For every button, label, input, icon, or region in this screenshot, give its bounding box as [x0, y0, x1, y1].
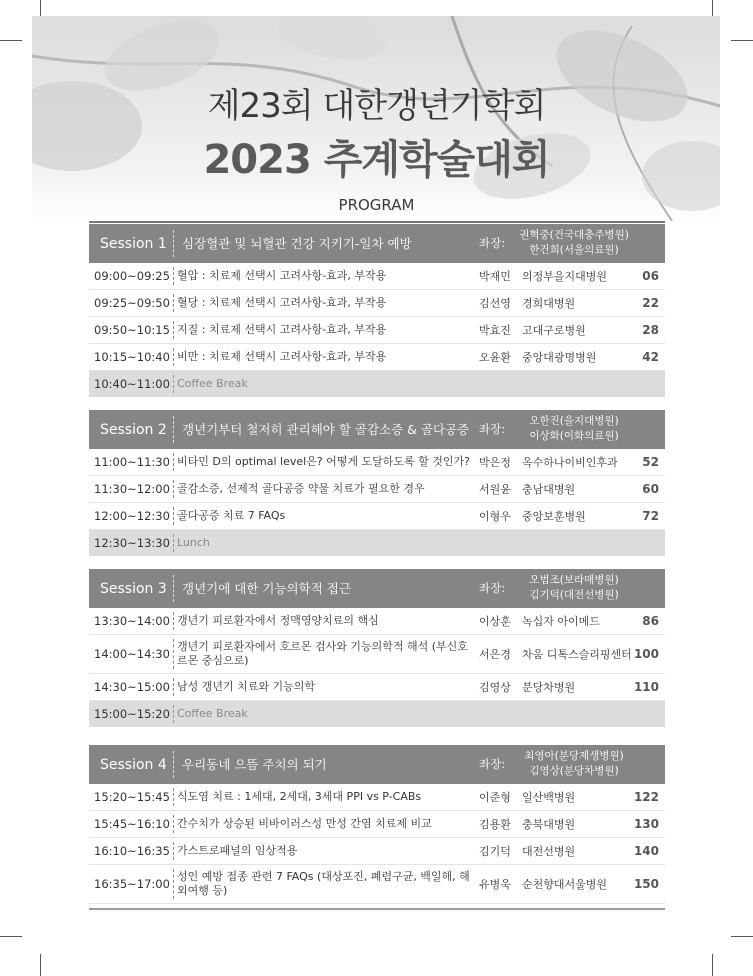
table-row	[89, 784, 665, 811]
row-page-number: 86	[642, 614, 659, 628]
chair-name: 오범조(보라매병원)	[529, 574, 619, 586]
row-time: 11:00~11:30	[94, 455, 170, 469]
row-page-number: 42	[642, 350, 659, 364]
table-row	[89, 344, 665, 371]
table-row	[89, 838, 665, 865]
session-block	[89, 224, 665, 397]
row-time: 15:45~16:10	[94, 817, 170, 831]
row-page-number: 06	[642, 269, 659, 283]
session-block	[89, 569, 665, 727]
chair-name: 권혁중(건국대충주병원)	[519, 229, 629, 241]
session-divider	[173, 751, 174, 778]
row-affiliation: 중앙보훈병원	[522, 510, 586, 523]
session-title: 갱년기부터 철저히 관리해야 할 골감소증 & 골다공증	[182, 422, 470, 437]
row-topic: 비타민 D의 optimal level은? 어떻게 도달하도록 할 것인가?	[177, 455, 471, 468]
break-row	[89, 701, 665, 727]
row-affiliation: 경희대병원	[522, 297, 576, 310]
row-page-number: 52	[642, 455, 659, 469]
row-topic: 골다공증 치료 7 FAQs	[177, 509, 286, 522]
session-title: 우리동네 으뜸 주치의 되기	[182, 757, 327, 772]
session-name: Session 4	[100, 756, 167, 773]
row-divider	[173, 639, 174, 669]
row-divider	[173, 869, 174, 899]
table-row	[89, 635, 665, 674]
row-speaker: 김기덕	[479, 845, 511, 858]
session-name: Session 2	[100, 421, 167, 438]
row-affiliation: 대전선병원	[522, 845, 576, 858]
row-topic: 남성 갱년기 치료와 기능의학	[177, 680, 316, 693]
row-affiliation: 충북대병원	[522, 818, 576, 831]
row-affiliation: 분당차병원	[522, 681, 576, 694]
break-time: 15:00~15:20	[94, 707, 170, 721]
row-divider	[173, 375, 174, 393]
row-time: 16:35~17:00	[94, 877, 170, 891]
break-label: Coffee Break	[177, 707, 248, 720]
session-header	[89, 410, 665, 449]
row-topic: 성인 예방 접종 관련 7 FAQs (대상포진, 폐렴구균, 백일해, 해외여행 등)	[177, 870, 470, 897]
table-row	[89, 503, 665, 530]
row-affiliation: 순천향대서울병원	[522, 878, 608, 891]
break-time: 12:30~13:30	[94, 536, 170, 550]
table-row	[89, 674, 665, 701]
session-title: 갱년기에 대한 기능의학적 접근	[182, 581, 351, 596]
session-chairs	[519, 228, 629, 258]
row-affiliation: 고대구로병원	[522, 324, 586, 337]
row-affiliation: 중앙대광명병원	[522, 351, 597, 364]
row-speaker: 박은정	[479, 456, 511, 469]
row-divider	[173, 453, 174, 471]
chair-name: 이상화(이화의료원)	[529, 430, 619, 442]
row-speaker: 김용환	[479, 818, 511, 831]
break-row	[89, 530, 665, 556]
row-topic: 혈당 : 치료제 선택시 고려사항-효과, 부작용	[177, 296, 387, 309]
chair-name: 김영상(분당차병원)	[529, 765, 619, 777]
crop-mark-bottom-right-v	[712, 954, 713, 976]
row-page-number: 122	[633, 790, 659, 804]
row-page-number: 60	[642, 482, 659, 496]
session-name: Session 1	[100, 235, 167, 252]
conference-subtitle: 2023 추계학술대회	[203, 137, 550, 183]
session-chairs	[519, 749, 629, 779]
conference-title: 제23회 대한갱년기학회	[207, 86, 546, 126]
row-divider	[173, 507, 174, 525]
row-page-number: 140	[633, 844, 659, 858]
row-time: 09:50~10:15	[94, 323, 170, 337]
session-name: Session 3	[100, 580, 167, 597]
chair-name: 한건희(서울의료원)	[529, 244, 619, 256]
chair-label: 좌장:	[479, 236, 506, 250]
row-divider	[173, 348, 174, 366]
session-title: 심장혈관 및 뇌혈관 건강 지키기-일차 예방	[182, 236, 412, 251]
row-time: 15:20~15:45	[94, 790, 170, 804]
row-time: 16:10~16:35	[94, 844, 170, 858]
row-divider	[173, 294, 174, 312]
row-affiliation: 옥수하나이비인후과	[522, 456, 618, 469]
row-speaker: 박재민	[479, 270, 511, 283]
row-topic: 간수치가 상승된 비바이러스성 만성 간염 치료제 비교	[177, 817, 432, 830]
crop-mark-bottom-left-v	[40, 954, 41, 976]
row-page-number: 72	[642, 509, 659, 523]
session-header	[89, 569, 665, 608]
session-chairs	[519, 573, 629, 603]
crop-mark-bottom-left-h	[0, 936, 22, 937]
row-divider	[173, 788, 174, 806]
row-speaker: 이상훈	[479, 615, 511, 628]
table-row	[89, 811, 665, 838]
session-divider	[173, 416, 174, 443]
chair-name: 오한진(을지대병원)	[529, 415, 619, 427]
row-divider	[173, 321, 174, 339]
row-divider	[173, 534, 174, 552]
row-topic: 가스트로패널의 임상적용	[177, 844, 298, 857]
row-divider	[173, 705, 174, 723]
row-time: 13:30~14:00	[94, 614, 170, 628]
table-row	[89, 290, 665, 317]
row-time: 09:25~09:50	[94, 296, 170, 310]
row-speaker: 박효진	[479, 324, 511, 337]
row-affiliation: 일산백병원	[522, 791, 576, 804]
row-divider	[173, 815, 174, 833]
row-divider	[173, 612, 174, 630]
row-page-number: 110	[633, 680, 659, 694]
chair-name: 최영아(분당제생병원)	[524, 750, 624, 762]
row-affiliation: 녹십자 아이메드	[522, 615, 600, 628]
row-speaker: 서은경	[479, 648, 511, 661]
chair-label: 좌장:	[479, 422, 506, 436]
row-time: 14:00~14:30	[94, 647, 170, 661]
session-header	[89, 745, 665, 784]
session-chairs	[519, 414, 629, 444]
row-page-number: 100	[633, 647, 659, 661]
crop-mark-bottom-right-h	[731, 936, 753, 937]
row-divider	[173, 678, 174, 696]
table-row	[89, 317, 665, 344]
session-divider	[173, 575, 174, 602]
row-speaker: 이준형	[479, 791, 511, 804]
row-time: 12:00~12:30	[94, 509, 170, 523]
row-topic: 골감소증, 선제적 골다공증 약물 치료가 필요한 경우	[177, 482, 425, 495]
break-time: 10:40~11:00	[94, 377, 170, 391]
row-time: 14:30~15:00	[94, 680, 170, 694]
row-affiliation: 충남대병원	[522, 483, 576, 496]
table-row	[89, 608, 665, 635]
session-header	[89, 224, 665, 263]
crop-mark-top-right-h	[731, 40, 753, 41]
break-label: Lunch	[177, 536, 210, 549]
session-divider	[173, 230, 174, 257]
row-topic: 갱년기 피로환자에서 호르몬 검사와 기능의학적 해석 (부신호르몬 중심으로)	[177, 640, 468, 667]
break-row	[89, 371, 665, 397]
row-topic: 비만 : 치료제 선택시 고려사항-효과, 부작용	[177, 350, 387, 363]
row-speaker: 서원윤	[479, 483, 511, 496]
row-topic: 혈압 : 치료제 선택시 고려사항-효과, 부작용	[177, 269, 387, 282]
row-time: 11:30~12:00	[94, 482, 170, 496]
row-topic: 갱년기 피로환자에서 정맥영양치료의 핵심	[177, 614, 379, 627]
row-page-number: 22	[642, 296, 659, 310]
row-topic: 지질 : 치료제 선택시 고려사항-효과, 부작용	[177, 323, 387, 336]
crop-mark-top-left-h	[0, 40, 22, 41]
break-label: Coffee Break	[177, 377, 248, 390]
table-row	[89, 476, 665, 503]
row-divider	[173, 480, 174, 498]
table-row	[89, 865, 665, 904]
bottom-divider	[89, 908, 665, 910]
row-time: 09:00~09:25	[94, 269, 170, 283]
row-divider	[173, 267, 174, 285]
row-affiliation: 의정부을지대병원	[522, 270, 608, 283]
row-speaker: 이형우	[479, 510, 511, 523]
table-row	[89, 449, 665, 476]
row-speaker: 유병욱	[479, 878, 511, 891]
session-block	[89, 410, 665, 556]
row-divider	[173, 842, 174, 860]
row-topic: 식도염 치료 : 1세대, 2세대, 3세대 PPI vs P-CABs	[177, 790, 422, 803]
chair-name: 김기덕(대전선병원)	[529, 589, 619, 601]
row-time: 10:15~10:40	[94, 350, 170, 364]
row-affiliation: 차움 디톡스슬리핑센터	[522, 648, 632, 661]
table-row	[89, 263, 665, 290]
program-label: PROGRAM	[338, 196, 415, 214]
row-speaker: 오윤환	[479, 351, 511, 364]
program-divider	[89, 221, 665, 223]
row-speaker: 김선영	[479, 297, 511, 310]
row-page-number: 28	[642, 323, 659, 337]
row-page-number: 130	[633, 817, 659, 831]
chair-label: 좌장:	[479, 581, 506, 595]
session-block	[89, 745, 665, 904]
row-speaker: 김영상	[479, 681, 511, 694]
chair-label: 좌장:	[479, 757, 506, 771]
row-page-number: 150	[633, 877, 659, 891]
